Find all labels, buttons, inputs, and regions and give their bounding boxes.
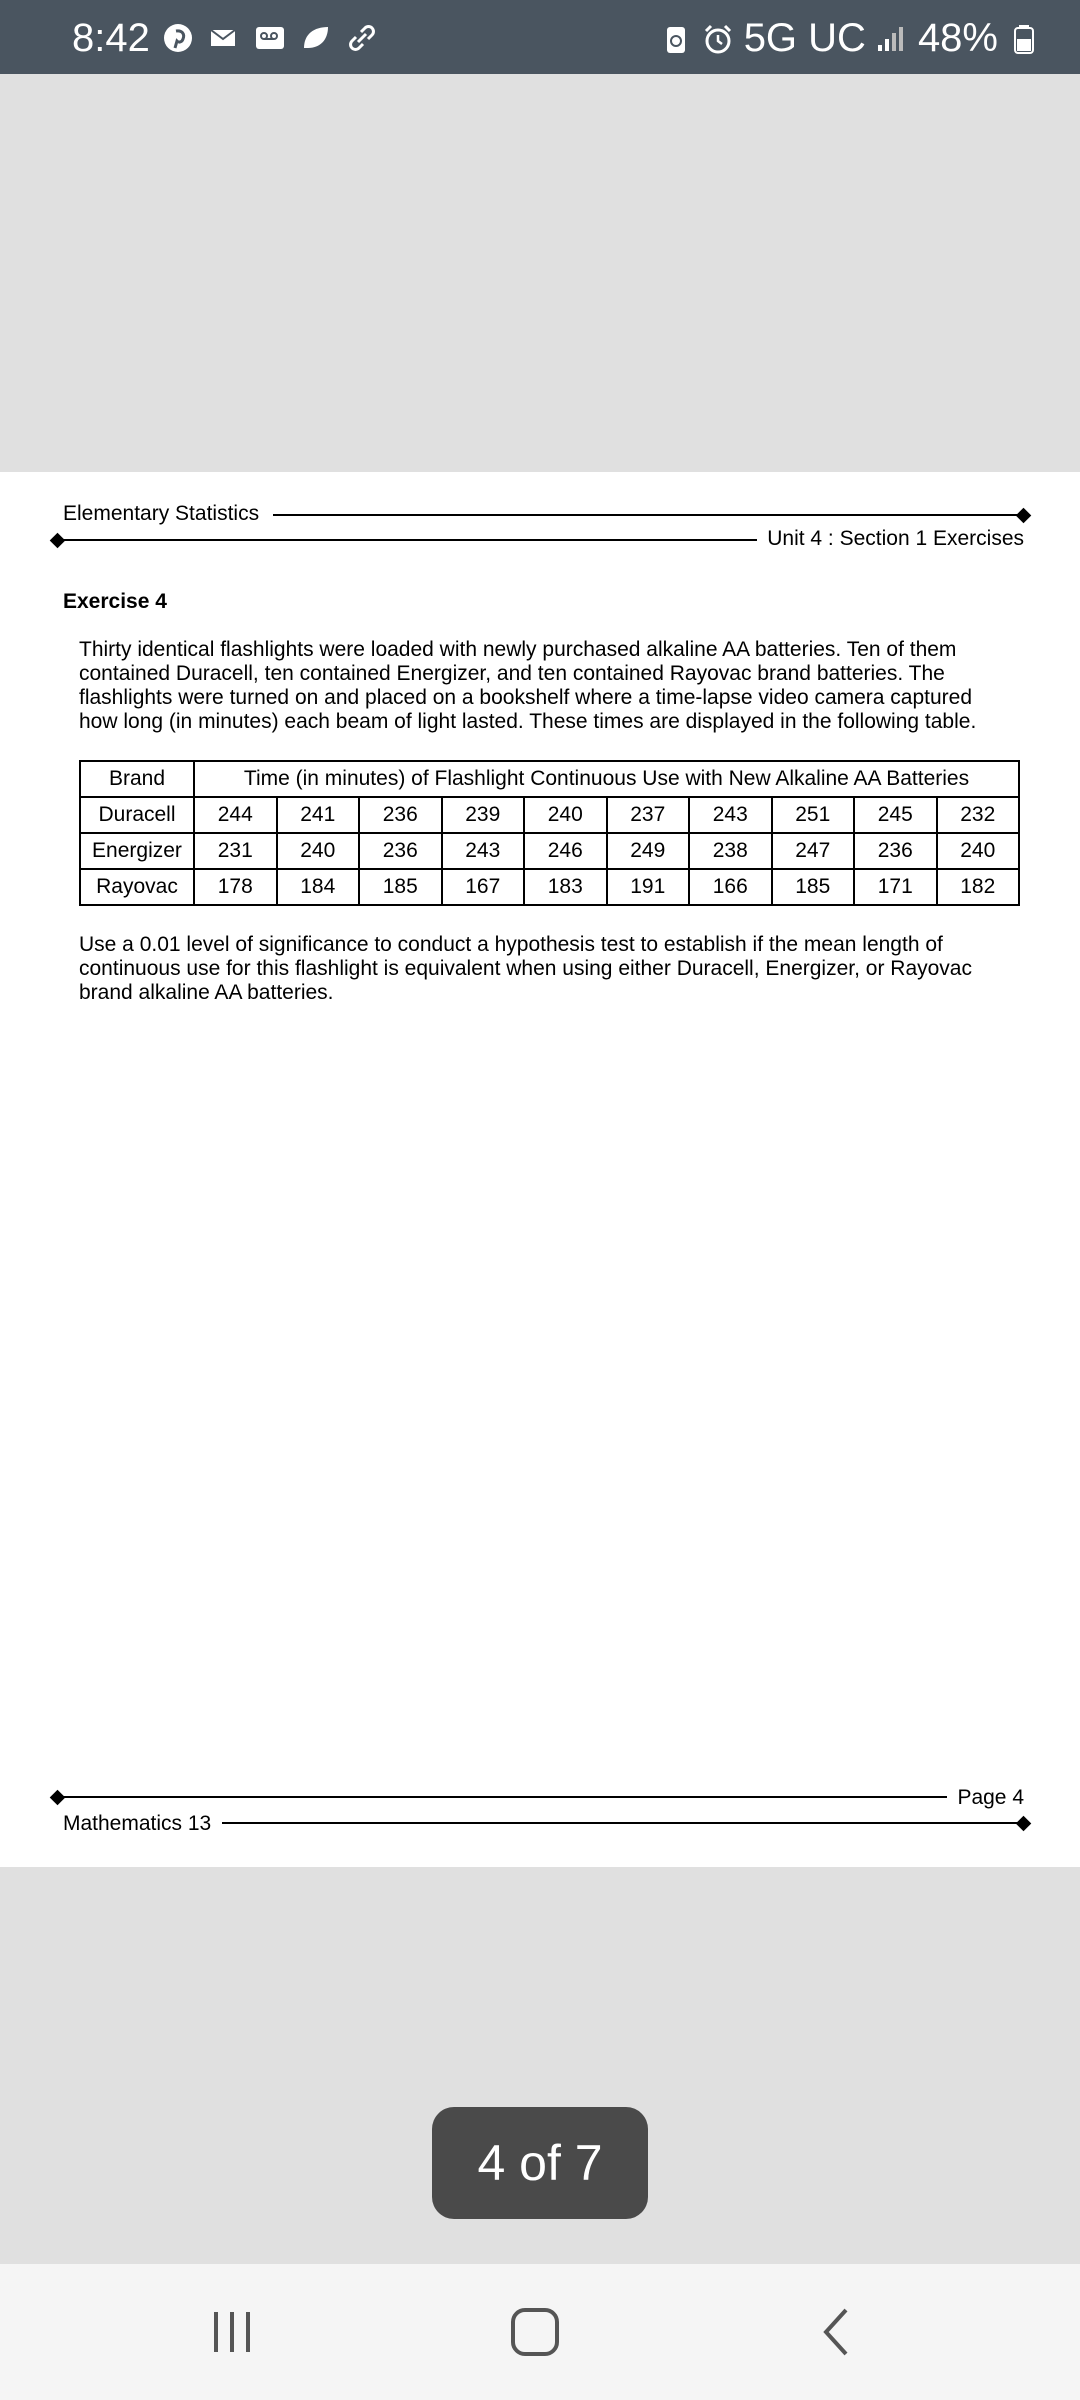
header-diamond-right	[1016, 508, 1032, 524]
table-cell: 182	[937, 869, 1020, 905]
table-cell: 185	[772, 869, 855, 905]
table-cell: 240	[524, 797, 607, 833]
link-icon	[346, 22, 378, 54]
table-cell: 236	[854, 833, 937, 869]
navigation-bar	[0, 2264, 1080, 2400]
exercise-question: Use a 0.01 level of significance to conduct a hypothesis test to establish if the mean length of continuous use for this flashlight is equivalent when using either Duracell, Energizer, or Rayovac brand alkaline AA batteries.	[79, 933, 972, 1004]
exercise-description: Thirty identical flashlights were loaded with newly purchased alkaline AA batteries. Ten of them contained Duracell, ten contained Energizer, and ten contained Rayovac brand batteries. The flashlights were turned on and placed on a bookshelf where a time-lapse video camera captured how long (in minutes) each beam of light lasted. These times are displayed in the following table.	[79, 638, 977, 733]
table-row	[80, 797, 1019, 833]
table-cell: 244	[194, 797, 277, 833]
table-cell: 249	[607, 833, 690, 869]
leaf-icon	[300, 22, 332, 54]
voicemail-icon	[254, 22, 286, 54]
table-row	[80, 869, 1019, 905]
footer-course-name: Mathematics 13	[63, 1812, 212, 1835]
status-time: 8:42	[72, 16, 150, 60]
header-course-title: Elementary Statistics	[63, 502, 260, 525]
footer-rule-bottom	[222, 1822, 1023, 1824]
table-cell: 243	[442, 833, 525, 869]
notification-icons	[162, 22, 378, 54]
mail-icon	[208, 22, 240, 54]
table-cell: 232	[937, 797, 1020, 833]
table-cell: 247	[772, 833, 855, 869]
table-header-times: Time (in minutes) of Flashlight Continuous Use with New Alkaline AA Batteries	[194, 761, 1019, 797]
status-bar	[0, 0, 1080, 74]
table-cell-brand: Energizer	[80, 833, 194, 869]
back-button[interactable]	[808, 2302, 868, 2362]
alarm-icon	[702, 23, 734, 55]
home-button[interactable]	[505, 2302, 565, 2362]
table-cell: 185	[359, 869, 442, 905]
battery-saver-icon	[660, 23, 692, 55]
footer-diamond-right	[1016, 1816, 1032, 1832]
recents-icon	[202, 2302, 262, 2362]
table-cell: 184	[277, 869, 360, 905]
header-section-title: Unit 4 : Section 1 Exercises	[767, 527, 1024, 550]
battery-icon	[1008, 23, 1040, 55]
exercise-title: Exercise 4	[63, 590, 167, 613]
table-cell-brand: Rayovac	[80, 869, 194, 905]
footer-rule-top	[57, 1796, 947, 1798]
table-cell: 243	[689, 797, 772, 833]
table-cell: 237	[607, 797, 690, 833]
table-cell-brand: Duracell	[80, 797, 194, 833]
table-cell: 236	[359, 833, 442, 869]
table-cell: 245	[854, 797, 937, 833]
table-cell: 246	[524, 833, 607, 869]
table-row	[80, 833, 1019, 869]
table-cell: 191	[607, 869, 690, 905]
document-page[interactable]	[0, 472, 1080, 1867]
back-icon	[808, 2302, 868, 2362]
home-icon	[505, 2302, 565, 2362]
header-rule-top	[273, 514, 1023, 516]
header-diamond-left	[50, 533, 66, 549]
network-label: 5G UC	[743, 16, 866, 60]
page-indicator: 4 of 7	[432, 2107, 648, 2219]
table-cell: 236	[359, 797, 442, 833]
table-header-row	[80, 761, 1019, 797]
table-cell: 183	[524, 869, 607, 905]
battery-percent: 48%	[917, 16, 998, 60]
system-icons	[660, 16, 1040, 61]
table-cell: 239	[442, 797, 525, 833]
footer-page-number: Page 4	[957, 1786, 1024, 1809]
signal-icon	[876, 23, 908, 55]
table-cell: 167	[442, 869, 525, 905]
table-cell: 251	[772, 797, 855, 833]
table-cell: 231	[194, 833, 277, 869]
table-cell: 171	[854, 869, 937, 905]
table-header-brand: Brand	[80, 761, 194, 797]
table-cell: 238	[689, 833, 772, 869]
header-rule-bottom	[57, 539, 757, 541]
table-cell: 178	[194, 869, 277, 905]
table-cell: 240	[277, 833, 360, 869]
pinterest-icon	[162, 22, 194, 54]
table-cell: 166	[689, 869, 772, 905]
recents-button[interactable]	[202, 2302, 262, 2362]
battery-data-table	[79, 760, 1020, 906]
table-cell: 240	[937, 833, 1020, 869]
table-cell: 241	[277, 797, 360, 833]
